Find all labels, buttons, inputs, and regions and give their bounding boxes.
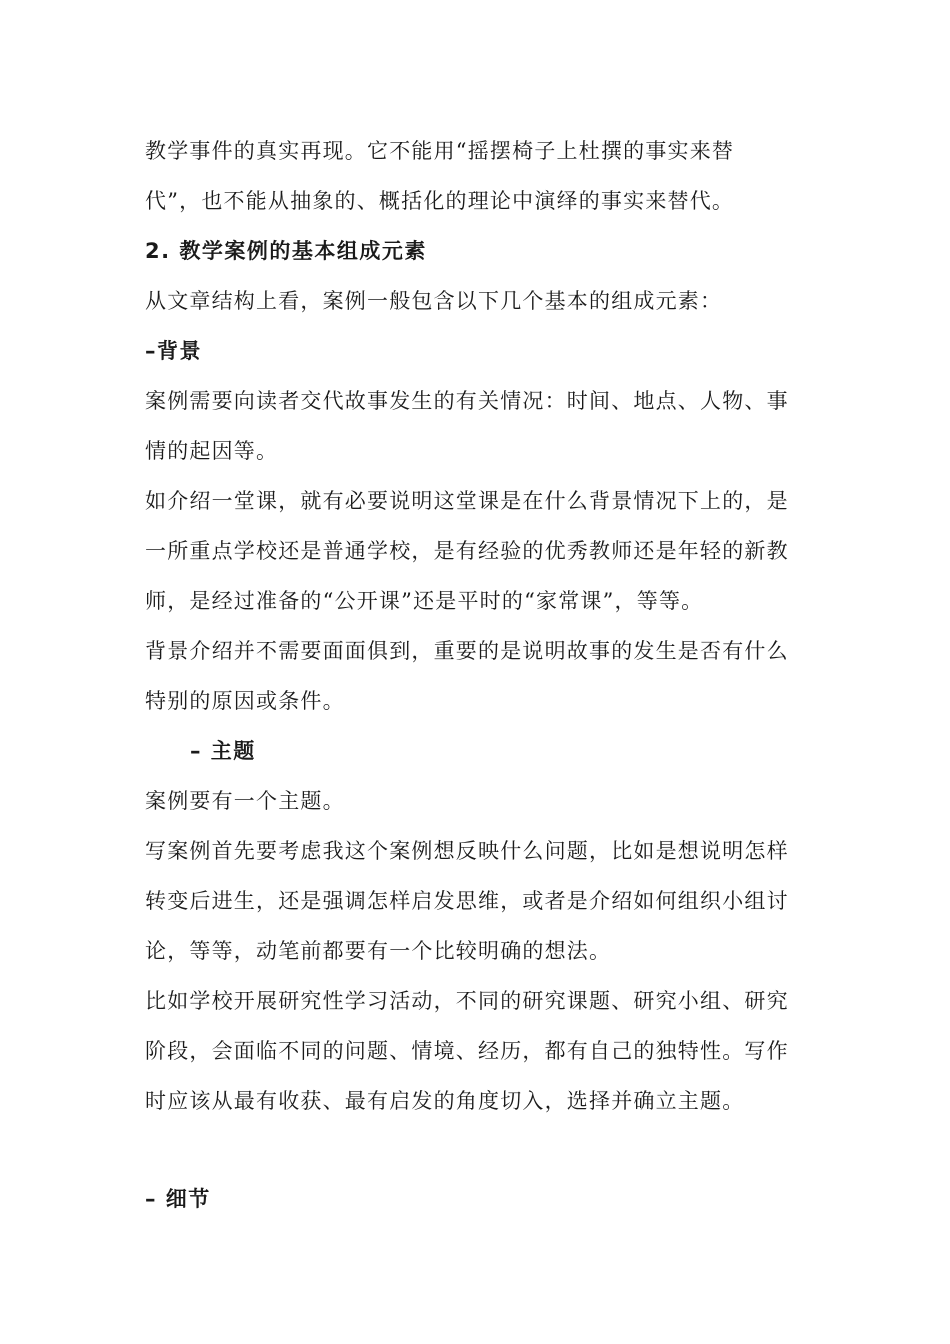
subheading-detail: – 细节 xyxy=(145,1187,211,1211)
paragraph-line: 阶段，会面临不同的问题、情境、经历，都有自己的独特性。写作 xyxy=(145,1039,789,1063)
paragraph-line: 情的起因等。 xyxy=(145,439,279,463)
paragraph-line: 师，是经过准备的“公开课”还是平时的“家常课”，等等。 xyxy=(145,589,704,613)
paragraph-line: 如介绍一堂课，就有必要说明这堂课是在什么背景情况下上的，是 xyxy=(145,489,789,513)
subheading-background: –背景 xyxy=(145,339,202,363)
paragraph-line: 背景介绍并不需要面面俱到，重要的是说明故事的发生是否有什么 xyxy=(145,639,789,663)
paragraph-line: 写案例首先要考虑我这个案例想反映什么问题，比如是想说明怎样 xyxy=(145,839,789,863)
paragraph-line: 教学事件的真实再现。它不能用“摇摆椅子上杜撰的事实来替 xyxy=(145,139,735,163)
paragraph-line: 时应该从最有收获、最有启发的角度切入，选择并确立主题。 xyxy=(145,1089,745,1113)
paragraph-line: 比如学校开展研究性学习活动，不同的研究课题、研究小组、研究 xyxy=(145,989,789,1013)
section-intro: 从文章结构上看，案例一般包含以下几个基本的组成元素： xyxy=(145,289,723,313)
paragraph-line: 代”，也不能从抽象的、概括化的理论中演绎的事实来替代。 xyxy=(145,189,735,213)
paragraph-line: 案例要有一个主题。 xyxy=(145,789,345,813)
section-heading: 2. 教学案例的基本组成元素 xyxy=(145,239,427,263)
paragraph-line: 一所重点学校还是普通学校，是有经验的优秀教师还是年轻的新教 xyxy=(145,539,789,563)
paragraph-line: 论，等等，动笔前都要有一个比较明确的想法。 xyxy=(145,939,612,963)
paragraph-line: 转变后进生，还是强调怎样启发思维，或者是介绍如何组织小组讨 xyxy=(145,889,789,913)
paragraph-line: 特别的原因或条件。 xyxy=(145,689,345,713)
subheading-theme: – 主题 xyxy=(190,739,256,763)
paragraph-line: 案例需要向读者交代故事发生的有关情况：时间、地点、人物、事 xyxy=(145,389,789,413)
